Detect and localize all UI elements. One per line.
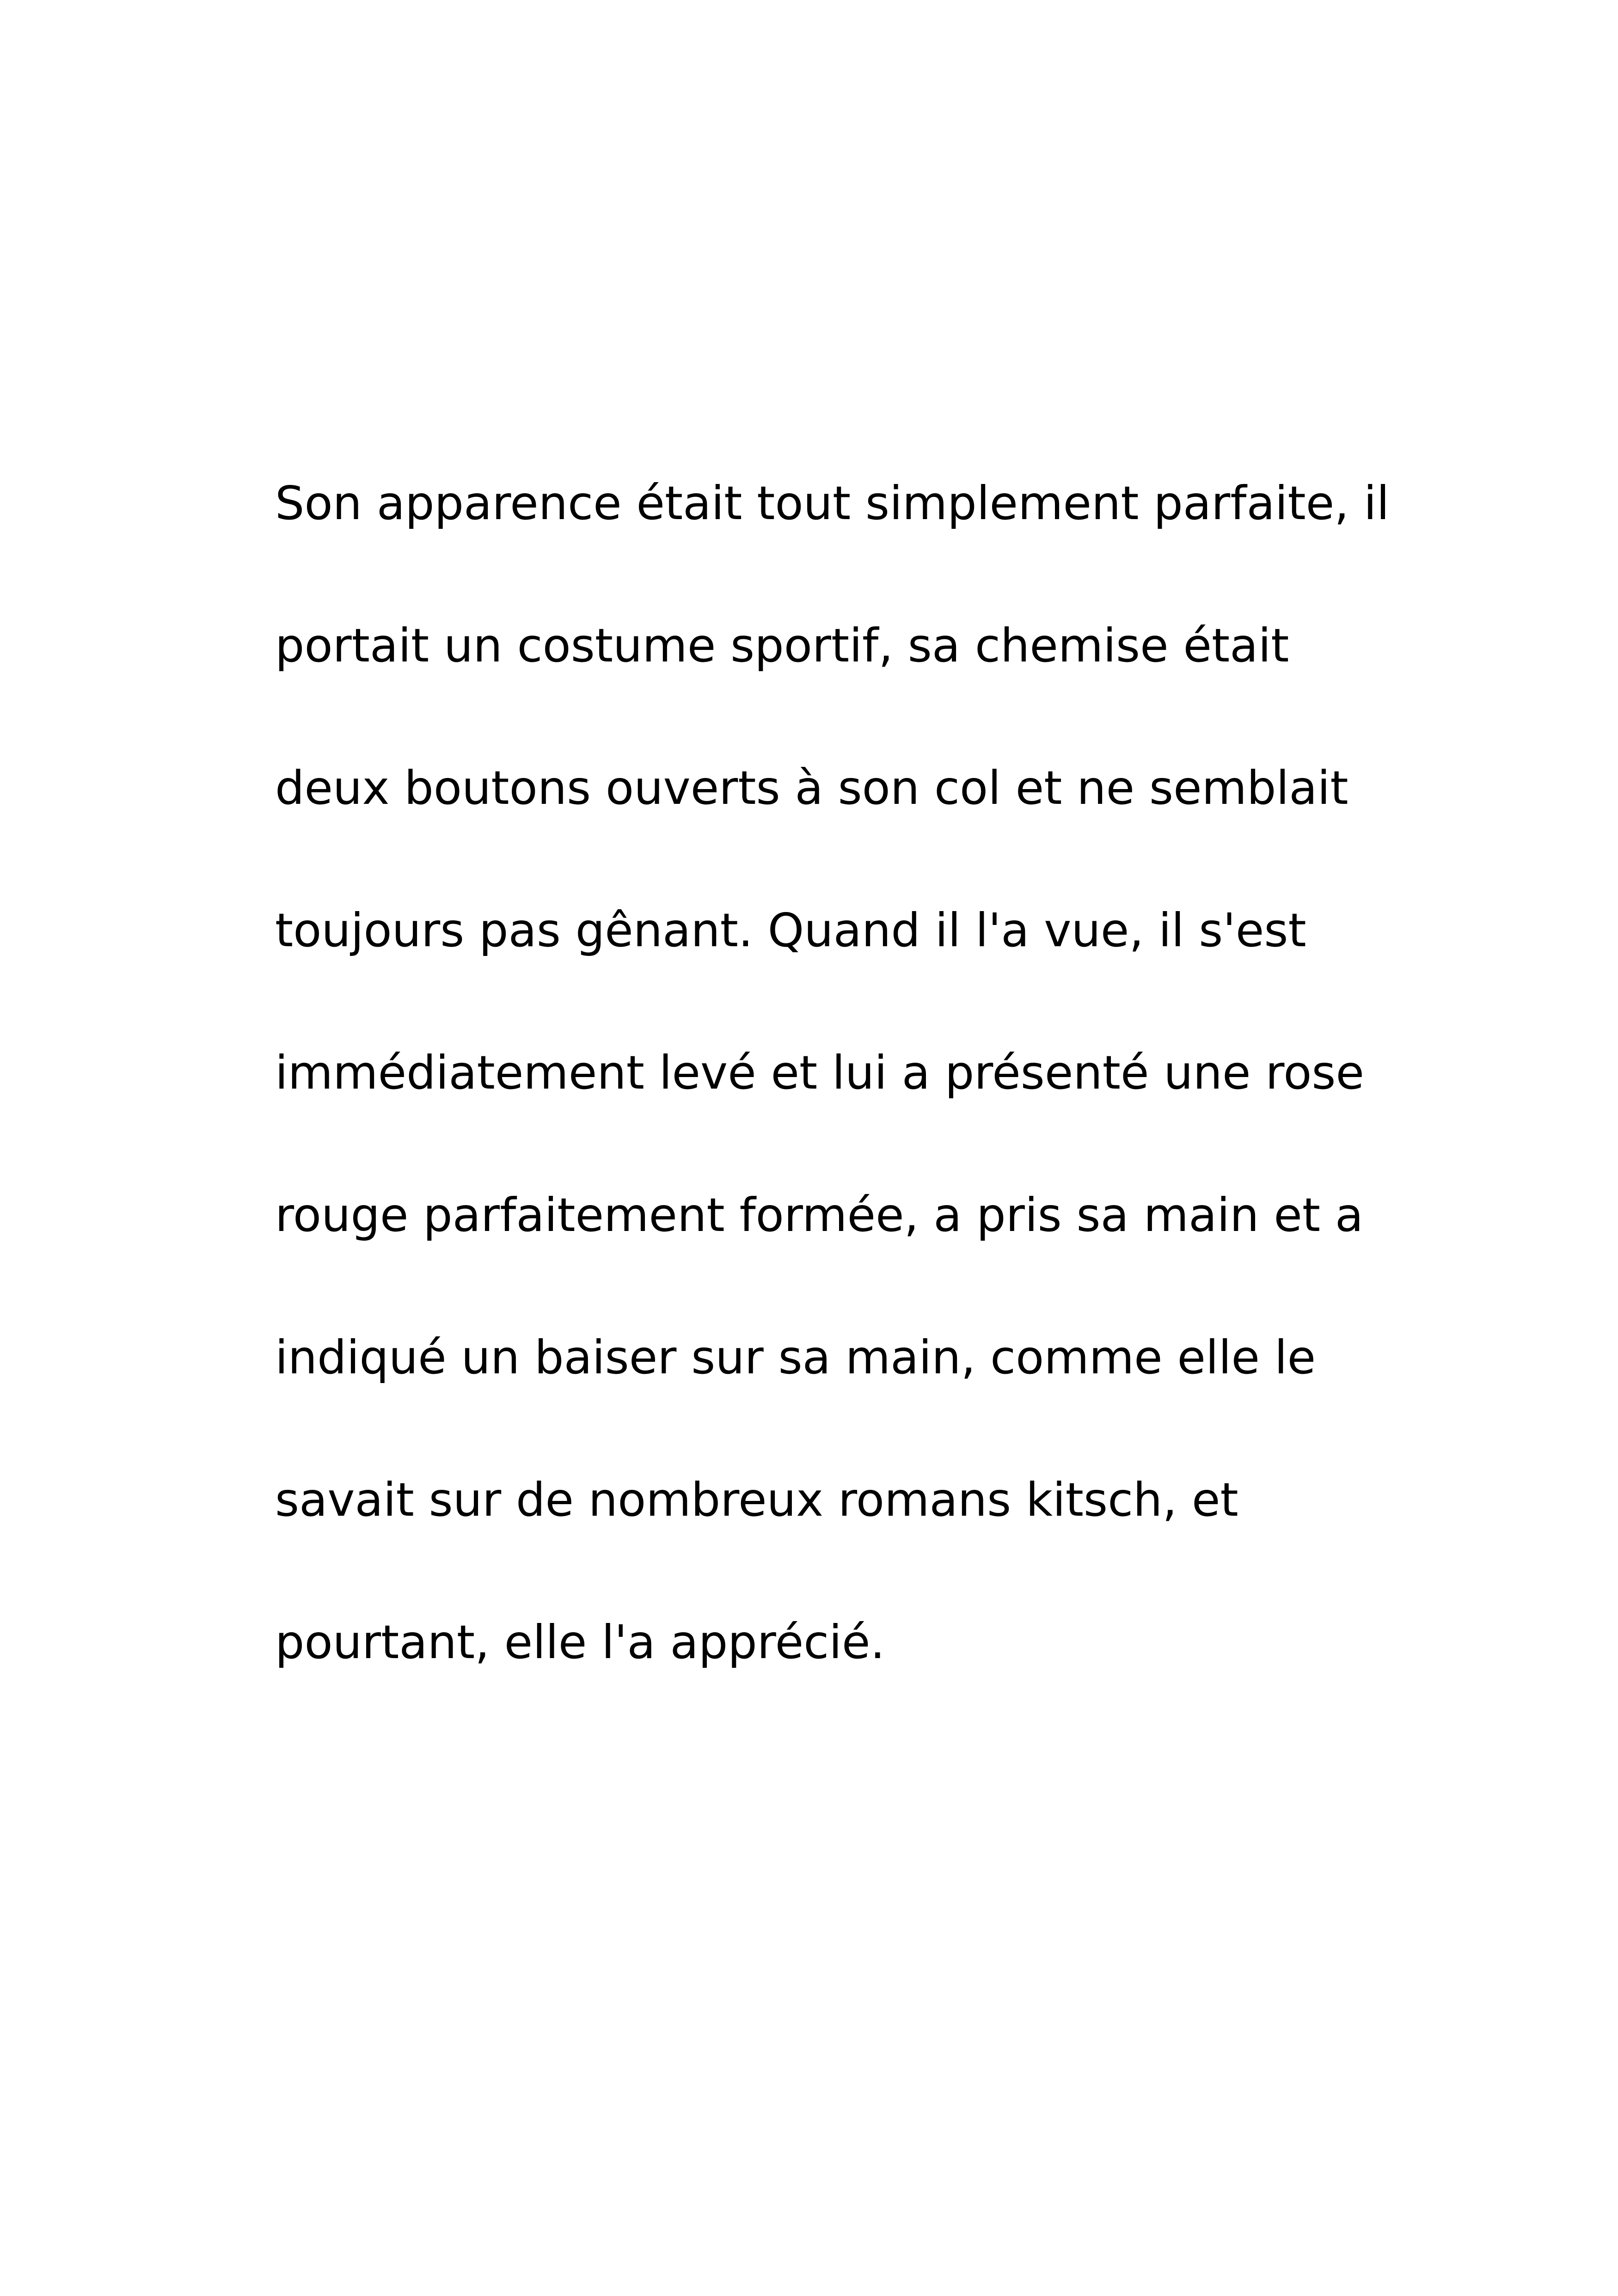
text-line: rouge parfaitement formée, a pris sa main et a	[275, 1188, 1364, 1242]
text-line: immédiatement levé et lui a présenté une rose	[275, 1046, 1365, 1100]
text-line: portait un costume sportif, sa chemise était	[275, 618, 1289, 673]
paragraph	[275, 432, 1569, 1714]
text-line: indiqué un baiser sur sa main, comme elle le	[275, 1330, 1316, 1384]
text-line: savait sur de nombreux romans kitsch, et	[275, 1473, 1238, 1527]
text-line: Son apparence était tout simplement parfaite, il	[275, 476, 1390, 530]
text-line: deux boutons ouverts à son col et ne semblait	[275, 761, 1348, 815]
text-line: toujours pas gênant. Quand il l'a vue, il s'est	[275, 903, 1306, 957]
text-line: pourtant, elle l'a apprécié.	[275, 1615, 885, 1669]
